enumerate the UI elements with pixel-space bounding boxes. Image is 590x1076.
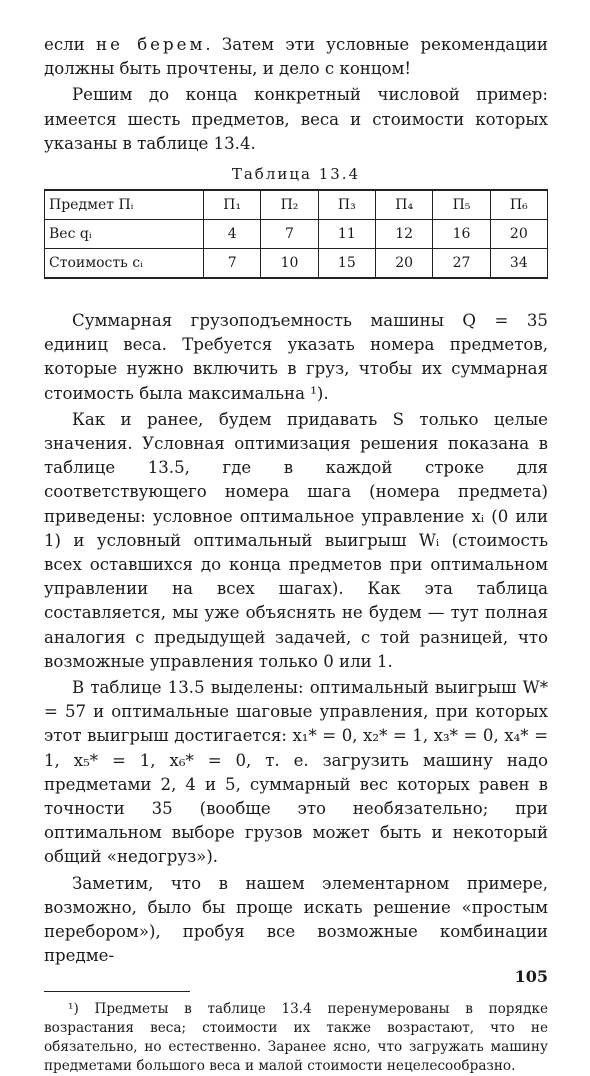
paragraph-6: Заметим, что в нашем элементарном примере, возможно, было бы проще искать решение «простым перебором»), пробуя все возможные комбинации предме- [44, 873, 548, 966]
spaced-emphasis: не берем [96, 35, 206, 54]
paragraph-3: Суммарная грузоподъемность машины Q = 35 единиц веса. Требуется указать номера предметов, которые нужно включить в груз, чтобы их суммарная стоимость была максимальна ¹). [44, 311, 548, 403]
table-cell: 10 [261, 249, 318, 279]
footnote [44, 1000, 548, 1076]
text-run: . Затем эти условные рекомендации должны быть прочтены, и дело с концом! [44, 35, 548, 79]
table-cell: 16 [433, 220, 490, 249]
header-cell: П₃ [318, 190, 375, 220]
table-cell: 12 [375, 220, 432, 249]
table-header-row [45, 190, 548, 220]
header-cell: П₁ [204, 190, 261, 220]
header-cell: П₄ [375, 190, 432, 220]
table-cell: 20 [490, 220, 547, 249]
paragraph-1 [44, 33, 548, 81]
paragraph-2: Решим до конца конкретный числовой пример: имеется шесть предметов, веса и стоимости которых указаны в таблице 13.4. [44, 85, 548, 153]
table-cell: 15 [318, 249, 375, 279]
table-row [45, 249, 548, 279]
table-cell: 34 [490, 249, 547, 279]
header-cell: Предмет Пᵢ [45, 190, 204, 220]
header-cell: П₅ [433, 190, 490, 220]
text-run: если [44, 35, 97, 54]
row-label: Вес qᵢ [45, 220, 204, 249]
footnote-divider [44, 991, 190, 992]
header-cell: П₂ [261, 190, 318, 220]
items-table [44, 189, 548, 279]
header-cell: П₆ [490, 190, 547, 220]
table-cell: 27 [433, 249, 490, 279]
table-cell: 7 [261, 220, 318, 249]
table-row [45, 220, 548, 249]
footnote-text: ¹) Предметы в таблице 13.4 перенумерованы в порядке возрастания веса; стоимости их также возрастают, что не обязательно, но естественно. Заранее ясно, что загружать машину предметами большого веса и малой стоимости нецелесообразно. [44, 1000, 548, 1074]
paragraph-4: Как и ранее, будем придавать S только целые значения. Условная оптимизация решения показана в таблице 13.5, где в каждой строке для соответствующего номера шага (номера предмета) приведены: условное оптимальное управление xᵢ (0 или 1) и условный оптимальный выигрыш Wᵢ (стоимость всех оставшихся до конца предметов при оптимальном управлении на всех шагах). Как эта таблица составляется, мы уже объяснять не будем — тут полная аналогия с предыдущей задачей, с той разницей, что возможные управления только 0 или 1. [44, 409, 548, 671]
table-cell: 20 [375, 249, 432, 279]
table-caption: Таблица 13.4 [231, 165, 361, 184]
row-label: Стоимость cᵢ [45, 249, 204, 279]
page-number: 105 [514, 967, 548, 986]
table-cell: 7 [204, 249, 261, 279]
paragraph-5: В таблице 13.5 выделены: оптимальный выигрыш W* = 57 и оптимальные шаговые управления, при которых этот выигрыш достигается: x₁* = 0, x₂* = 1, x₃* = 0, x₄* = 1, x₅* = 1, x₆* = 0, т. е. загрузить машину надо предметами 2, 4 и 5, суммарный вес которых равен в точности 35 (вообще это необязательно; при оптимальном выборе грузов может быть и некоторый общий «недогруз»). [44, 678, 548, 867]
table-cell: 4 [204, 220, 261, 249]
table-cell: 11 [318, 220, 375, 249]
